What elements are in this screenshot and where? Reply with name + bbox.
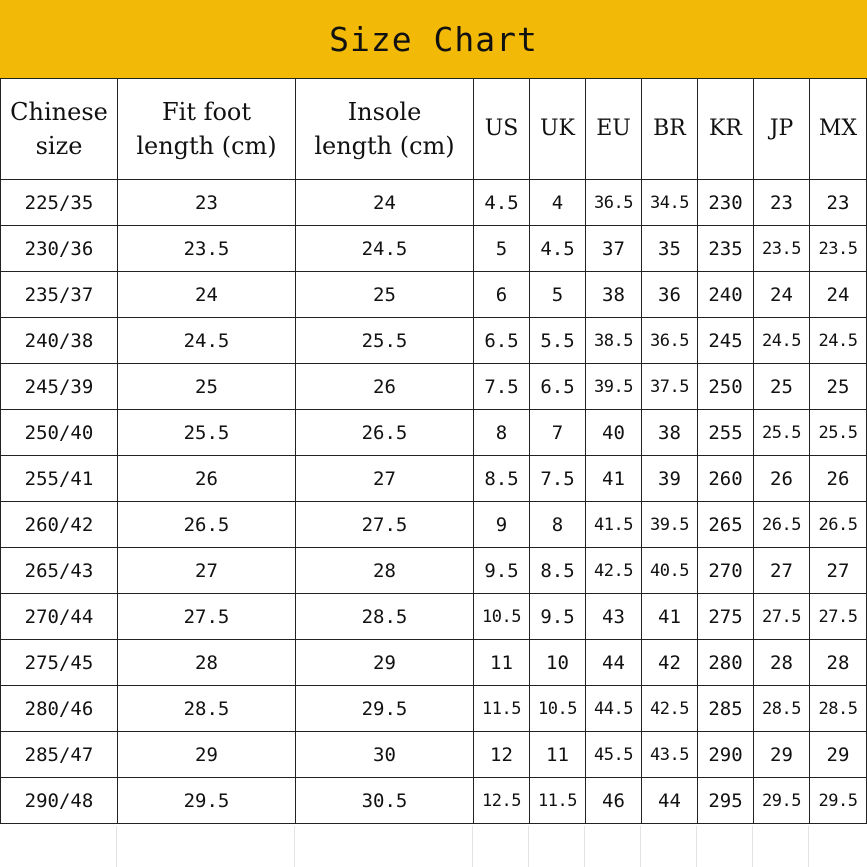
cell-us: 12 — [474, 732, 530, 778]
cell-jp: 28.5 — [754, 686, 810, 732]
column-header-line: UK — [540, 116, 575, 141]
cell-kr: 270 — [698, 548, 754, 594]
cell-fit: 26.5 — [118, 502, 296, 548]
size-chart-table — [0, 78, 867, 824]
cell-fit: 25 — [118, 364, 296, 410]
cell-fit: 26 — [118, 456, 296, 502]
column-header-line: EU — [596, 116, 631, 141]
column-header-jp — [754, 79, 810, 180]
cell-jp: 26 — [754, 456, 810, 502]
cell-kr: 230 — [698, 180, 754, 226]
cell-insole: 25.5 — [296, 318, 474, 364]
cell-uk: 10 — [530, 640, 586, 686]
cell-eu: 38.5 — [586, 318, 642, 364]
cell-insole: 24 — [296, 180, 474, 226]
cell-us: 8.5 — [474, 456, 530, 502]
cell-uk: 7 — [530, 410, 586, 456]
cell-fit: 24.5 — [118, 318, 296, 364]
cell-insole: 30.5 — [296, 778, 474, 824]
cell-kr: 265 — [698, 502, 754, 548]
cell-cn: 250/40 — [1, 410, 118, 456]
column-header-line: size — [35, 132, 83, 160]
cell-cn: 245/39 — [1, 364, 118, 410]
cell-cn: 240/38 — [1, 318, 118, 364]
cell-uk: 5 — [530, 272, 586, 318]
cell-mx: 28.5 — [810, 686, 867, 732]
cell-jp: 27 — [754, 548, 810, 594]
column-header-line: length (cm) — [314, 132, 455, 160]
cell-br: 41 — [642, 594, 698, 640]
column-header-br — [642, 79, 698, 180]
cell-uk: 11.5 — [530, 778, 586, 824]
cell-br: 44 — [642, 778, 698, 824]
cell-eu: 38 — [586, 272, 642, 318]
cell-cn: 230/36 — [1, 226, 118, 272]
cell-fit: 27 — [118, 548, 296, 594]
cell-br: 42.5 — [642, 686, 698, 732]
column-header-fit — [118, 79, 296, 180]
table-row — [1, 410, 867, 456]
header-row — [1, 79, 867, 180]
cell-us: 12.5 — [474, 778, 530, 824]
cell-eu: 41.5 — [586, 502, 642, 548]
cell-insole: 30 — [296, 732, 474, 778]
cell-cn: 260/42 — [1, 502, 118, 548]
cell-mx: 24 — [810, 272, 867, 318]
cell-kr: 260 — [698, 456, 754, 502]
table-row — [1, 640, 867, 686]
cell-uk: 5.5 — [530, 318, 586, 364]
cell-eu: 44.5 — [586, 686, 642, 732]
cell-fit: 23.5 — [118, 226, 296, 272]
cell-kr: 285 — [698, 686, 754, 732]
cell-uk: 11 — [530, 732, 586, 778]
column-header-line: KR — [709, 116, 742, 141]
cell-cn: 285/47 — [1, 732, 118, 778]
cell-insole: 27 — [296, 456, 474, 502]
cell-mx: 23 — [810, 180, 867, 226]
cell-br: 35 — [642, 226, 698, 272]
table-row — [1, 456, 867, 502]
cell-kr: 250 — [698, 364, 754, 410]
cell-cn: 255/41 — [1, 456, 118, 502]
table-row — [1, 732, 867, 778]
cell-insole: 24.5 — [296, 226, 474, 272]
cell-mx: 27.5 — [810, 594, 867, 640]
column-header-eu — [586, 79, 642, 180]
cell-cn: 235/37 — [1, 272, 118, 318]
cell-eu: 44 — [586, 640, 642, 686]
cell-cn: 270/44 — [1, 594, 118, 640]
cell-jp: 24.5 — [754, 318, 810, 364]
cell-cn: 265/43 — [1, 548, 118, 594]
cell-fit: 27.5 — [118, 594, 296, 640]
cell-insole: 25 — [296, 272, 474, 318]
cell-insole: 26.5 — [296, 410, 474, 456]
column-header-uk — [530, 79, 586, 180]
cell-us: 10.5 — [474, 594, 530, 640]
table-row — [1, 318, 867, 364]
cell-uk: 8 — [530, 502, 586, 548]
table-row — [1, 502, 867, 548]
cell-eu: 42.5 — [586, 548, 642, 594]
cell-kr: 240 — [698, 272, 754, 318]
cell-insole: 28 — [296, 548, 474, 594]
cell-fit: 25.5 — [118, 410, 296, 456]
column-header-line: BR — [653, 116, 686, 141]
column-header-cn — [1, 79, 118, 180]
column-header-line: Insole — [347, 98, 422, 126]
cell-us: 11.5 — [474, 686, 530, 732]
cell-fit: 24 — [118, 272, 296, 318]
cell-uk: 8.5 — [530, 548, 586, 594]
cell-us: 8 — [474, 410, 530, 456]
cell-mx: 26 — [810, 456, 867, 502]
cell-jp: 25.5 — [754, 410, 810, 456]
cell-kr: 235 — [698, 226, 754, 272]
cell-jp: 24 — [754, 272, 810, 318]
cell-eu: 46 — [586, 778, 642, 824]
cell-jp: 23.5 — [754, 226, 810, 272]
cell-uk: 9.5 — [530, 594, 586, 640]
cell-jp: 25 — [754, 364, 810, 410]
cell-mx: 28 — [810, 640, 867, 686]
cell-mx: 24.5 — [810, 318, 867, 364]
cell-cn: 225/35 — [1, 180, 118, 226]
table-row — [1, 548, 867, 594]
table-row — [1, 594, 867, 640]
cell-us: 11 — [474, 640, 530, 686]
size-chart-banner — [0, 0, 867, 78]
cell-br: 34.5 — [642, 180, 698, 226]
table-row — [1, 180, 867, 226]
cell-uk: 4 — [530, 180, 586, 226]
cell-cn: 290/48 — [1, 778, 118, 824]
cell-insole: 29 — [296, 640, 474, 686]
cell-insole: 26 — [296, 364, 474, 410]
column-header-line: MX — [818, 116, 858, 141]
cell-fit: 29 — [118, 732, 296, 778]
cell-eu: 45.5 — [586, 732, 642, 778]
cell-eu: 41 — [586, 456, 642, 502]
cell-insole: 29.5 — [296, 686, 474, 732]
cell-cn: 280/46 — [1, 686, 118, 732]
cell-uk: 6.5 — [530, 364, 586, 410]
cell-br: 37.5 — [642, 364, 698, 410]
cell-kr: 290 — [698, 732, 754, 778]
cell-fit: 23 — [118, 180, 296, 226]
cell-us: 4.5 — [474, 180, 530, 226]
cell-kr: 275 — [698, 594, 754, 640]
cell-us: 5 — [474, 226, 530, 272]
cell-br: 38 — [642, 410, 698, 456]
cell-us: 9.5 — [474, 548, 530, 594]
column-header-line: Fit foot — [161, 98, 252, 126]
cell-insole: 28.5 — [296, 594, 474, 640]
cell-br: 39.5 — [642, 502, 698, 548]
column-header-line: US — [484, 116, 519, 141]
cell-br: 36.5 — [642, 318, 698, 364]
cell-br: 40.5 — [642, 548, 698, 594]
column-header-kr — [698, 79, 754, 180]
cell-uk: 10.5 — [530, 686, 586, 732]
cell-us: 9 — [474, 502, 530, 548]
cell-jp: 29 — [754, 732, 810, 778]
cell-mx: 29 — [810, 732, 867, 778]
cell-fit: 28 — [118, 640, 296, 686]
cell-br: 36 — [642, 272, 698, 318]
cell-uk: 7.5 — [530, 456, 586, 502]
cell-jp: 29.5 — [754, 778, 810, 824]
cell-fit: 29.5 — [118, 778, 296, 824]
cell-kr: 295 — [698, 778, 754, 824]
table-row — [1, 272, 867, 318]
cell-br: 39 — [642, 456, 698, 502]
cell-eu: 37 — [586, 226, 642, 272]
cell-cn: 275/45 — [1, 640, 118, 686]
table-row — [1, 686, 867, 732]
cell-kr: 245 — [698, 318, 754, 364]
column-header-us — [474, 79, 530, 180]
cell-jp: 28 — [754, 640, 810, 686]
cell-jp: 27.5 — [754, 594, 810, 640]
table-row — [1, 226, 867, 272]
cell-mx: 27 — [810, 548, 867, 594]
cell-eu: 43 — [586, 594, 642, 640]
chart-title: Size Chart — [329, 19, 538, 59]
column-header-mx — [810, 79, 867, 180]
cell-mx: 29.5 — [810, 778, 867, 824]
cell-us: 7.5 — [474, 364, 530, 410]
table-row — [1, 778, 867, 824]
column-header-line: JP — [769, 116, 794, 141]
cell-jp: 23 — [754, 180, 810, 226]
cell-kr: 255 — [698, 410, 754, 456]
cell-br: 43.5 — [642, 732, 698, 778]
cell-us: 6.5 — [474, 318, 530, 364]
table-body — [1, 180, 867, 824]
cell-mx: 23.5 — [810, 226, 867, 272]
cell-insole: 27.5 — [296, 502, 474, 548]
cell-eu: 40 — [586, 410, 642, 456]
column-header-insole — [296, 79, 474, 180]
cell-fit: 28.5 — [118, 686, 296, 732]
cell-br: 42 — [642, 640, 698, 686]
cell-us: 6 — [474, 272, 530, 318]
column-header-line: Chinese — [10, 98, 108, 126]
cell-eu: 36.5 — [586, 180, 642, 226]
blank-trailing-row — [0, 826, 866, 867]
cell-eu: 39.5 — [586, 364, 642, 410]
cell-mx: 25.5 — [810, 410, 867, 456]
cell-mx: 25 — [810, 364, 867, 410]
cell-uk: 4.5 — [530, 226, 586, 272]
cell-kr: 280 — [698, 640, 754, 686]
table-row — [1, 364, 867, 410]
cell-mx: 26.5 — [810, 502, 867, 548]
column-header-line: length (cm) — [136, 132, 277, 160]
cell-jp: 26.5 — [754, 502, 810, 548]
